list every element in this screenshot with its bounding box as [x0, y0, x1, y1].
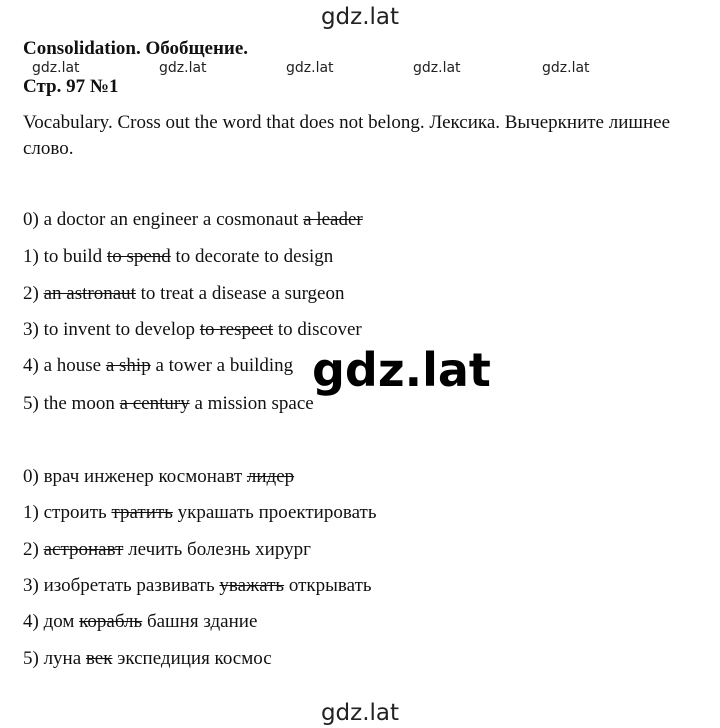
struck-word: to respect: [199, 319, 274, 340]
answer-line-ru: [23, 611, 257, 633]
answer-line-en: [23, 355, 293, 377]
struck-word: an astronaut: [43, 283, 136, 304]
watermark-row-item: gdz.lat: [542, 60, 590, 76]
answer-suffix: to treat a disease a surgeon: [135, 283, 345, 304]
answer-prefix: 4) a house: [23, 355, 106, 376]
answer-line-ru: [23, 539, 311, 561]
answer-prefix: 0) a doctor an engineer a cosmonaut: [23, 209, 304, 230]
answer-prefix: 3) to invent to develop: [23, 319, 200, 340]
page-title: Consolidation. Обобщение.: [23, 38, 249, 59]
struck-word: тратить: [111, 502, 173, 523]
struck-word: корабль: [79, 611, 143, 632]
watermark-row-item: gdz.lat: [159, 60, 207, 76]
watermark-row-item: gdz.lat: [286, 60, 334, 76]
answer-line-en: [23, 209, 363, 231]
answer-prefix: 3) изобретать развивать: [23, 575, 220, 596]
answer-line-en: [23, 393, 314, 415]
struck-word: лидер: [246, 466, 295, 487]
watermark-row-item: gdz.lat: [32, 60, 80, 76]
answer-suffix: to decorate to design: [170, 246, 334, 267]
answer-suffix: a mission space: [189, 393, 314, 414]
watermark-center: gdz.lat: [312, 343, 491, 397]
struck-word: a ship: [105, 355, 151, 376]
answer-prefix: 5) луна: [23, 648, 86, 669]
answer-suffix: башня здание: [142, 611, 258, 632]
answer-line-ru: [23, 502, 376, 524]
answer-line-ru: [23, 648, 272, 670]
answer-suffix: экспедиция космос: [112, 648, 272, 669]
exercise-reference: Стр. 97 №1: [23, 76, 119, 97]
struck-word: a leader: [303, 209, 363, 230]
answer-prefix: 1) to build: [23, 246, 107, 267]
answer-suffix: to discover: [273, 319, 362, 340]
answer-line-en: [23, 246, 333, 268]
struck-word: a century: [119, 393, 190, 414]
answer-suffix: украшать проектировать: [172, 502, 377, 523]
answer-line-en: [23, 319, 362, 341]
answer-line-en: [23, 283, 344, 305]
answer-prefix: 4) дом: [23, 611, 80, 632]
answer-line-ru: [23, 575, 372, 597]
answer-prefix: 5) the moon: [23, 393, 120, 414]
answer-suffix: лечить болезнь хирург: [123, 539, 311, 560]
answer-prefix: 1) строить: [23, 502, 112, 523]
struck-word: to spend: [106, 246, 171, 267]
struck-word: уважать: [219, 575, 285, 596]
answer-prefix: 0) врач инженер космонавт: [23, 466, 247, 487]
watermark-top: gdz.lat: [320, 4, 400, 30]
answer-prefix: 2): [23, 283, 44, 304]
watermark-bottom: gdz.lat: [320, 700, 400, 726]
instruction-text: Vocabulary. Cross out the word that does not belong. Лексика. Вычеркните лишнее слово.: [23, 112, 671, 159]
answer-line-ru: [23, 466, 294, 488]
struck-word: век: [85, 648, 113, 669]
answer-suffix: a tower a building: [150, 355, 294, 376]
watermark-row-item: gdz.lat: [413, 60, 461, 76]
answer-suffix: открывать: [284, 575, 372, 596]
answer-prefix: 2): [23, 539, 44, 560]
struck-word: астронавт: [43, 539, 124, 560]
